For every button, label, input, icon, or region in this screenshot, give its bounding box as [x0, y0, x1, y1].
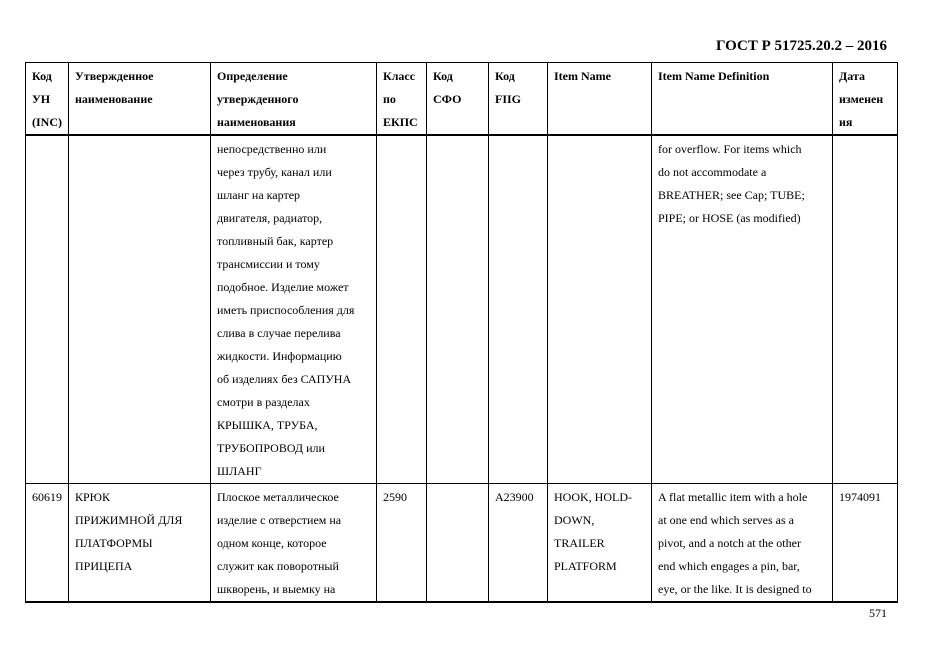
table-cell	[833, 484, 898, 603]
table-cell	[69, 135, 211, 484]
text-line: по	[383, 92, 396, 106]
table-cell	[427, 484, 489, 603]
text-line: трансмиссии и тому	[217, 257, 320, 271]
text-line: слива в случае перелива	[217, 326, 341, 340]
table-cell	[69, 484, 211, 603]
text-line: ПРИЦЕПА	[75, 559, 133, 573]
text-line: Дата	[839, 69, 865, 83]
text-line: изделие с отверстием на	[217, 513, 342, 527]
col-header-change-date	[833, 63, 898, 136]
text-line: ЕКПС	[383, 115, 418, 129]
text-line: DOWN,	[554, 513, 595, 527]
text-line: 2590	[383, 490, 407, 504]
col-header-item-name	[548, 63, 652, 136]
text-line: шкворень, и выемку на	[217, 582, 336, 596]
page-number: 571	[869, 606, 887, 620]
text-line: УН	[32, 92, 51, 106]
text-line: подобное. Изделие может	[217, 280, 349, 294]
table-cell	[489, 135, 548, 484]
col-header-fiig-code	[489, 63, 548, 136]
table-cell	[548, 484, 652, 603]
nomenclature-table	[25, 62, 898, 603]
text-line: Код	[32, 69, 52, 83]
text-line: Плоское металлическое	[217, 490, 339, 504]
text-line: топливный бак, картер	[217, 234, 334, 248]
text-line: TRAILER	[554, 536, 605, 550]
text-line: Определение	[217, 69, 288, 83]
text-line: Класс	[383, 69, 416, 83]
table-cell	[833, 135, 898, 484]
text-line: СФО	[433, 92, 462, 106]
text-line: жидкости. Информацию	[217, 349, 342, 363]
text-line: иметь приспособления для	[217, 303, 355, 317]
text-line: end which engages a pin, bar,	[658, 559, 800, 573]
text-line: A flat metallic item with a hole	[658, 490, 808, 504]
col-header-approved-name	[69, 63, 211, 136]
col-header-ekps-class	[377, 63, 427, 136]
text-line: ШЛАНГ	[217, 464, 262, 478]
text-line: ия	[839, 115, 853, 129]
text-line: через трубу, канал или	[217, 165, 332, 179]
document-code: ГОСТ Р 51725.20.2 – 2016	[715, 38, 887, 54]
text-line: 60619	[32, 490, 62, 504]
text-line: одном конце, которое	[217, 536, 327, 550]
text-line: ТРУБОПРОВОД или	[217, 441, 325, 455]
col-header-sfo-code	[427, 63, 489, 136]
text-line: непосредственно или	[217, 142, 327, 156]
table-cell	[652, 484, 833, 603]
text-line: наименование	[75, 92, 153, 106]
text-line: КРЮК	[75, 490, 111, 504]
text-line: об изделиях без САПУНА	[217, 372, 352, 386]
text-line: FIIG	[495, 92, 522, 106]
text-line: PIPE; or HOSE (as modified)	[658, 211, 801, 225]
text-line: Код	[433, 69, 453, 83]
table-cell	[26, 484, 69, 603]
text-line: ПРИЖИМНОЙ ДЛЯ	[75, 513, 183, 527]
text-line: 1974091	[839, 490, 881, 504]
text-line: pivot, and a notch at the other	[658, 536, 801, 550]
text-line: наименования	[217, 115, 296, 129]
table-cell	[377, 484, 427, 603]
text-line: Код	[495, 69, 515, 83]
table-cell	[427, 135, 489, 484]
text-line: Утвержденное	[75, 69, 154, 83]
col-header-definition	[211, 63, 377, 136]
text-line: HOOK, HOLD-	[554, 490, 632, 504]
text-line: изменен	[839, 92, 884, 106]
text-line: for overflow. For items which	[658, 142, 802, 156]
text-line: at one end which serves as a	[658, 513, 794, 527]
text-line: служит как поворотный	[217, 559, 339, 573]
text-line: утвержденного	[217, 92, 299, 106]
table-cell	[548, 135, 652, 484]
header-row	[26, 63, 898, 136]
table-cell	[489, 484, 548, 603]
table-cell	[211, 484, 377, 603]
text-line: Item Name	[554, 69, 611, 83]
text-line: PLATFORM	[554, 559, 617, 573]
text-line: Item Name Definition	[658, 69, 770, 83]
text-line: do not accommodate a	[658, 165, 767, 179]
text-line: двигателя, радиатор,	[217, 211, 323, 225]
table-cell	[377, 135, 427, 484]
text-line: шланг на картер	[217, 188, 301, 202]
col-header-item-name-definition	[652, 63, 833, 136]
text-line: ПЛАТФОРМЫ	[75, 536, 153, 550]
table-cell	[26, 135, 69, 484]
table-row	[26, 484, 898, 603]
table-cell	[652, 135, 833, 484]
text-line: eye, or the like. It is designed to	[658, 582, 812, 596]
col-header-inc	[26, 63, 69, 136]
text-line: смотри в разделах	[217, 395, 310, 409]
text-line: (INC)	[32, 115, 62, 129]
text-line: КРЫШКА, ТРУБА,	[217, 418, 318, 432]
table-row	[26, 135, 898, 484]
text-line: A23900	[495, 490, 534, 504]
text-line: BREATHER; see Cap; TUBE;	[658, 188, 805, 202]
table-cell	[211, 135, 377, 484]
